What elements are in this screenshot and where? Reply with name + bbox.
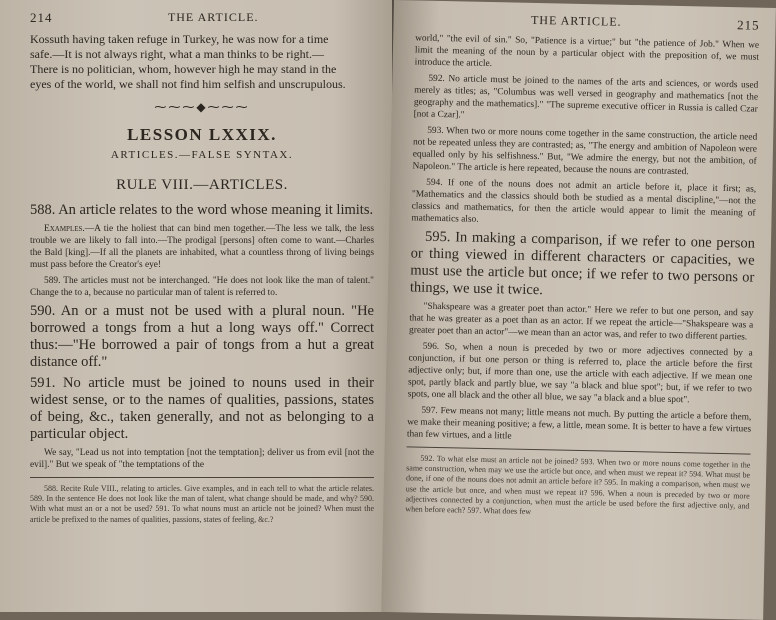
intro-line: Kossuth having taken refuge in Turkey, he was now for a time [30,32,329,46]
paragraph-595: 595. In making a comparison, if we refer to one person or thing viewed in different characters or capacities, we must use the article but once; if we refer to two persons or things, we use it twice. [409,228,756,299]
lesson-subtitle: ARTICLES.—FALSE SYNTAX. [110,149,294,161]
intro-paragraph [30,32,374,92]
left-page-number: 214 [30,10,53,25]
section-ornament: ⁓⁓⁓◆⁓⁓⁓ [154,100,250,114]
examples-paragraph [30,223,374,271]
intro-line: safe.—It is not always right, what a man thinks to be right.— [30,47,324,61]
paragraph-589: 589. The articles must not be interchanged. "He does not look like the man of talent." Change the to a, because no particular man of talent is referred to. [30,276,374,298]
intro-line: eyes of the world, we shall not find him selfish and unscrupulous. [30,77,346,91]
paragraph-591-note: We say, "Lead us not into temptation [not the temptation]; deliver us from evil [not the evil]." But we speak of "the temptations of the [30,448,374,470]
examples-label: Examples. [44,224,85,234]
paragraph-594: 594. If one of the nouns does not admit an article before it, place it first; as, "Mathematics and the classics should both be studied as a mental discipline,"—not the classics and mathematics, for then the article would appear to limit the meaning of mathematics also. [411,177,757,225]
footnote-divider [30,477,374,478]
right-page [381,0,776,620]
left-running-title: THE ARTICLE. [167,10,259,24]
intro-line: There is no politician, whom, however high he may stand in the [30,62,337,76]
right-footnote: 592. To what else must an article not be joined? 593. When two or more nouns come together in the same construction, when may we use the article but once, and when must we repeat it? 594. What must be done, if one of the nouns does not admit an article before it? 595. In making a comparison, when must we use the article but once, and when must we repeat it? 596. When a noun is preceded by two or more adjectives connected by a conjunction, when must the article be used before the first adjective only, and when before each? 597. What does few [405,453,751,516]
right-running-title: THE ARTICLE. [530,12,622,29]
examples-text: —A tie the holiest that can bind men together.—The less we talk, the less trouble we are likely to fall into.—The prodigal [persons] often come to want.—Charles the Bald [king].—If all the planets are inhabited, what a countless throng of living beings must pass before the Creator's eye! [30,224,374,270]
lesson-title: LESSON LXXIX. [127,125,277,144]
paragraph-597: 597. Few means not many; little means not much. By putting the article a before them, we make their meaning positive; a few, a little, mean some. It is better to have a few virtues than few virtues, and a little [406,405,752,442]
paragraph-590: 590. An or a must not be used with a plural noun. "He borrowed a tongs from a hut a long ways off." Correct thus:—"He borrowed a pair of tongs from a hut a great distance off." [30,303,374,370]
continuation-paragraph: world," "the evil of sin." So, "Patience is a virtue;" but "the patience of Job." When we limit the meaning of the noun by a particular object with the preposition of, we must introduce the article. [414,33,760,70]
left-footnote: 588. Recite Rule VIII., relating to articles. Give examples, and in each tell to what the article relates. 589. In the sentence He does not look like the man of talent, what change should be made, and why? 590. With what must an or a not be used? 591. To what nouns must an article not be joined? When must the article be prefixed to the names of qualities, passions, states of feeling, &c.? [30,484,374,524]
rule-heading: RULE VIII.—ARTICLES. [116,177,288,193]
footnote-divider [407,446,751,454]
right-page-number: 215 [736,17,760,33]
paragraph-592: 592. No article must be joined to the names of the arts and sciences, or words used merely as titles; as, "Columbus was well versed in geography and mathematics [not the geography and the mathematics]." "The supreme executive officer in Russia is called Czar [not a Czar]." [413,73,759,121]
paragraph-595-note: "Shakspeare was a greater poet than actor." Here we refer to but one person, and say that he was greater as a poet than as an actor. If we repeat the article—"Shakspeare was a greater poet than an actor"—we mean than an actor was, and refer to two different parties. [408,301,754,343]
paragraph-588: 588. An article relates to the word whose meaning it limits. [30,202,374,218]
paragraph-591: 591. No article must be joined to nouns used in their widest sense, or to the names of qualities, passions, states of being, &c., taken generally, and not as belonging to a particular object. [30,375,374,442]
left-page [0,0,392,612]
right-running-head [415,10,759,33]
left-running-head [30,10,374,26]
paragraph-596: 596. So, when a noun is preceded by two or more adjectives connected by a conjunction, if but one person or thing is referred to, place the article before the first adjective only; but, if more than one, use the article with each adjective. If we mean one spot, partly black and partly blue, we say "a black and blue spot"; but, if we refer to two spots, one all black and the other all blue, we say "a black and a blue spot". [407,341,753,406]
paragraph-593: 593. When two or more nouns come together in the same construction, the article need not be repeated unless they are contrasted; as, "The energy and ambition of Napoleon were equalled only by his selfishness." But, "We admire the energy, but not the ambition, of Napoleon." The article is here repeated, because the nouns are contrasted. [412,125,758,178]
